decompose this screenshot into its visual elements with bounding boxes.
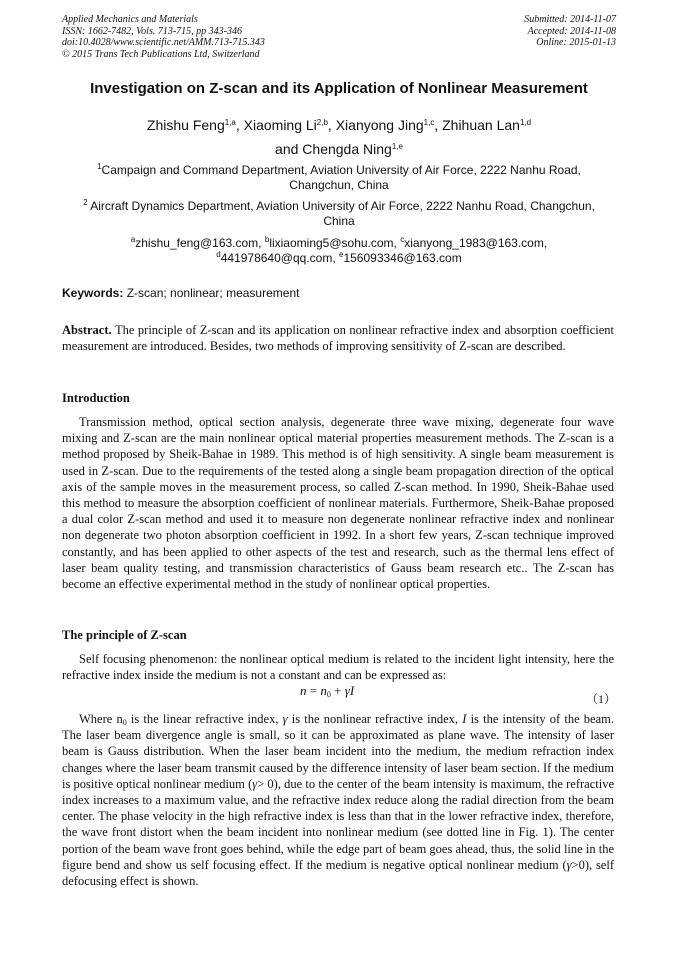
author-name: Zhishu Feng bbox=[146, 117, 225, 133]
text-run: >0), self defocusing effect is shown. bbox=[62, 857, 614, 889]
eq-symbol: + bbox=[330, 683, 345, 698]
email-link[interactable]: zhishu_feng@163.com, bbox=[135, 236, 262, 250]
intensity-symbol: I bbox=[462, 712, 467, 726]
abstract-text: The principle of Z-scan and its application on nonlinear refractive index and absorption coefficient measurement are introduced. Besides, two methods of improving sensitivity of Z-scan are described. bbox=[62, 323, 614, 354]
affil-text: Campaign and Command Department, Aviation University of Air Force, 2222 Nanhu Road, Changchun, China bbox=[101, 163, 581, 192]
accepted-date: Accepted: 2014-11-08 bbox=[527, 25, 616, 37]
text-run: > 0), due to the center of the beam intensity is maximum, the refractive index increases to a maximum value, and the refractive index reduce along the radial direction from the beam center. The phase velocity in the high refractive index is less than that in the lower refractive index, therefore, the wave front distort when the beam incident into nonlinear medium (see dotted line in Fig. 1). The center portion of the beam wave front goes behind, while the edge part of beam goes ahead, thus, the solid line in the figure bend and show us self focusing effect. If the medium is negative optical nonlinear medium ( bbox=[62, 776, 614, 872]
gamma-symbol: γ bbox=[282, 712, 288, 726]
subscript: 0 bbox=[122, 718, 127, 727]
author-name: Zhihuan Lan bbox=[442, 117, 520, 133]
affiliation-2 bbox=[80, 199, 598, 229]
eq-symbol: n bbox=[320, 683, 327, 698]
doi-line[interactable]: doi:10.4028/www.scientific.net/AMM.713-715.343 bbox=[62, 37, 265, 48]
author-affil-sup: 2,b bbox=[316, 118, 328, 127]
email-link[interactable]: xianyong_1983@163.com, bbox=[404, 236, 548, 250]
keywords-text: Z-scan; nonlinear; measurement bbox=[126, 286, 300, 300]
text-run: is the nonlinear refractive index, bbox=[287, 712, 463, 726]
author-list: Zhishu Feng$^{1,a}$, Xiaoming Li$^{2,b}$, Xianyong Jing$^{1,c}$, Zhihuan Lan$^{1,d}$ and Chengda Ning$^{1,e}$ bbox=[146, 117, 532, 157]
email-list bbox=[70, 236, 608, 266]
text-run: Where n bbox=[79, 712, 123, 726]
affiliation-1 bbox=[80, 163, 598, 193]
equation-number: （1） bbox=[586, 692, 617, 706]
author-affil-sup: 1,e bbox=[391, 142, 403, 151]
abstract-label: Abstract. bbox=[62, 323, 112, 337]
author-name: Xiaoming Li bbox=[243, 117, 317, 133]
affil-sup: 1 bbox=[97, 162, 102, 171]
principle-heading: The principle of Z-scan bbox=[62, 628, 187, 642]
submitted-date: Submitted: 2014-11-07 bbox=[524, 14, 616, 25]
email-sup: b bbox=[264, 235, 270, 244]
principle-paragraph-2 bbox=[62, 711, 614, 889]
text-run: is the linear refractive index, bbox=[126, 712, 283, 726]
email-sup: a bbox=[130, 235, 136, 244]
keywords-line bbox=[62, 286, 622, 300]
introduction-heading: Introduction bbox=[62, 391, 130, 405]
email-link[interactable]: 156093346@163.com bbox=[343, 251, 462, 265]
eq-symbol: = bbox=[306, 683, 321, 698]
issn-line: ISSN: 1662-7482, Vols. 713-715, pp 343-346 bbox=[62, 25, 242, 37]
journal-header-right bbox=[524, 14, 616, 49]
author-affil-sup: 1,d bbox=[519, 118, 532, 127]
eq-symbol: γ bbox=[344, 683, 350, 698]
copyright-line: © 2015 Trans Tech Publications Ltd, Switzerland bbox=[62, 48, 260, 60]
text-run: is the intensity of the beam. The laser beam divergence angle is small, so it can be approximated as plane wave. The intensity of laser beam is Gauss distribution. When the laser beam incident into the medium, the medium refraction index changes where the laser beam transmit caused by the difference intensity of laser beam section. If the medium is positive optical nonlinear medium ( bbox=[62, 712, 615, 791]
online-date: Online: 2015-01-13 bbox=[536, 37, 616, 48]
gamma-symbol: γ bbox=[252, 776, 258, 791]
eq-symbol: I bbox=[349, 683, 355, 698]
eq-symbol: n bbox=[300, 683, 307, 698]
affil-text: Aircraft Dynamics Department, Aviation University of Air Force, 2222 Nanhu Road, Changchun, China bbox=[90, 199, 595, 228]
email-sup: d bbox=[216, 250, 221, 259]
author-name: Chengda Ning bbox=[302, 141, 392, 157]
paper-title: Investigation on Z-scan and its Application of Nonlinear Measurement bbox=[90, 80, 588, 97]
email-sup: c bbox=[400, 235, 405, 244]
email-link[interactable]: lixiaoming5@sohu.com, bbox=[269, 236, 397, 250]
author-name: Xianyong Jing bbox=[335, 117, 424, 133]
principle-paragraph-1: Self focusing phenomenon: the nonlinear optical medium is related to the incident light intensity, here the refractive index inside the medium is not a constant and can be expressed as: bbox=[62, 652, 614, 683]
author-and: and bbox=[275, 141, 299, 157]
journal-header-left bbox=[62, 14, 265, 60]
gamma-symbol: γ bbox=[566, 857, 572, 872]
email-sup: e bbox=[339, 250, 344, 259]
affil-sup: 2 bbox=[83, 198, 88, 207]
author-affil-sup: 1,a bbox=[224, 118, 236, 127]
journal-name: Applied Mechanics and Materials bbox=[62, 14, 198, 25]
equation-1 bbox=[300, 683, 354, 699]
abstract-paragraph bbox=[62, 322, 614, 354]
keywords-label: Keywords: bbox=[62, 286, 124, 300]
introduction-paragraph: Transmission method, optical section analysis, degenerate three wave mixing, degenerate four wave mixing and Z-scan are the main nonlinear optical material properties measurement methods. The Z-scan is a method proposed by Sheik-Bahae in 1989. This method is of high sensitivity. A single beam measurement is used in Z-scan. Due to the requirements of the tested along a single beam propagation direction of the optical axis of the sample moves in the measurement process, so called Z-scan method. In 1990, Sheik-Bahae used this method to measure the absorption coefficient of nonlinear materials. Furthermore, Sheik-Bahae proposed a dual color Z-scan method and used it to measure non degenerate nonlinear refractive index and nonlinear non degenerate two photon absorption coefficient in 1992. In a short few years, Z-scan technique improved constantly, and has been applied to other aspects of the test and research, such as the thermal lens effect of laser beam quality testing, and transmission characteristics of Gauss beam research etc.. The Z-scan has become an effective experimental method in the study of nonlinear optical properties. bbox=[62, 415, 614, 592]
author-affil-sup: 1,c bbox=[423, 118, 435, 127]
email-link[interactable]: 441978640@qq.com, bbox=[220, 251, 336, 265]
eq-subscript: 0 bbox=[326, 690, 331, 699]
